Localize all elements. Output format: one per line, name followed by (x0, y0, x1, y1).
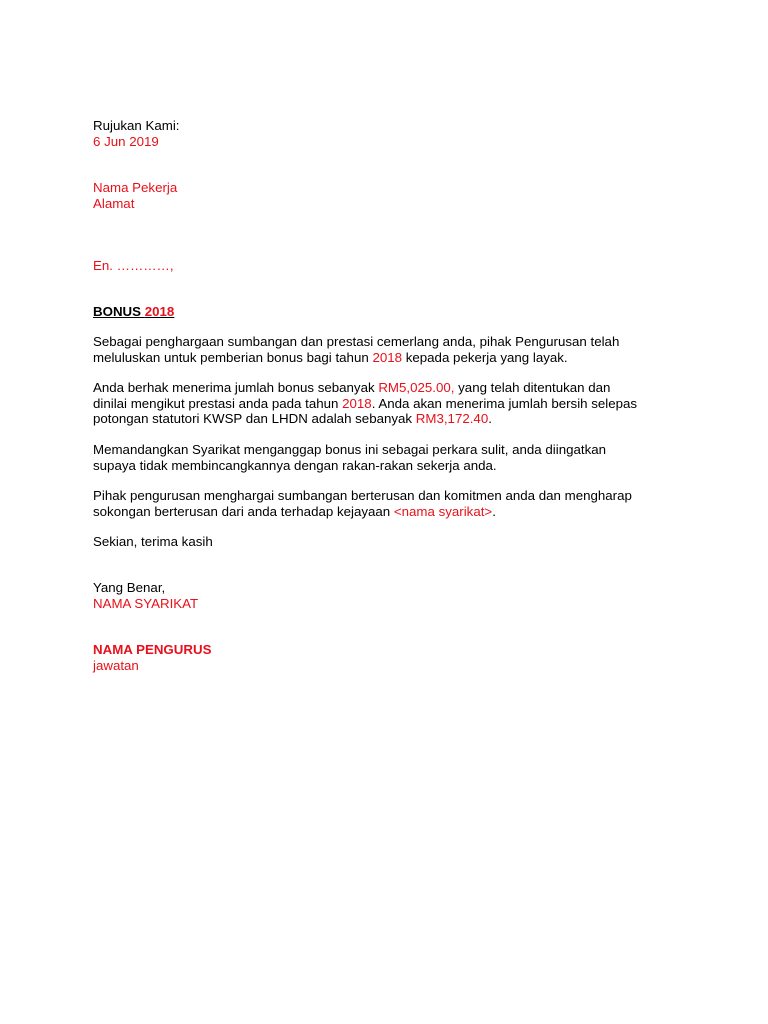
subject-year: 2018 (144, 304, 175, 319)
reference-label: Rujukan Kami: (93, 118, 180, 133)
paragraph-line: Sebagai penghargaan sumbangan dan prestasi cemerlang anda, pihak Pengurusan telah (93, 334, 620, 349)
paragraph-commitment (93, 488, 693, 519)
text-run: . Anda akan menerima jumlah bersih selepas (371, 395, 638, 411)
salutation: En. …………, (93, 258, 174, 273)
paragraph-line (93, 411, 693, 427)
paragraph-appreciation (93, 334, 693, 365)
signoff-company: NAMA SYARIKAT (93, 595, 199, 611)
paragraph-line (93, 350, 693, 366)
closing-text: Sekian, terima kasih (93, 534, 213, 549)
signatory-name: NAMA PENGURUS (93, 642, 212, 657)
text-run: dinilai mengikut prestasi anda pada tahun (93, 395, 343, 411)
subject-line (93, 304, 693, 320)
signoff-label: Yang Benar, (93, 580, 166, 595)
text-run: yang telah ditentukan dan (454, 380, 611, 395)
text-run: kepada pekerja yang layak. (402, 349, 568, 365)
signoff-block (93, 580, 693, 611)
signatory-block (93, 642, 693, 673)
recipient-block (93, 180, 693, 211)
performance-year: 2018 (342, 395, 372, 411)
signatory-title: jawatan (93, 657, 139, 673)
bonus-year: 2018 (372, 349, 403, 365)
recipient-name: Nama Pekerja (93, 180, 178, 195)
paragraph-line (93, 396, 693, 412)
reference-block (93, 118, 693, 149)
company-placeholder: <nama syarikat> (393, 503, 493, 519)
paragraph-line: supaya tidak membincangkannya dengan rakan-rakan sekerja anda. (93, 457, 497, 473)
paragraph-line (93, 380, 693, 396)
text-run: . (492, 503, 496, 519)
text-run: Anda berhak menerima jumlah bonus sebanyak (93, 380, 379, 395)
recipient-address: Alamat (93, 195, 135, 211)
salutation-block (93, 258, 693, 274)
paragraph-bonus-amount (93, 380, 693, 427)
paragraph-line: Memandangkan Syarikat menganggap bonus ini sebagai perkara sulit, anda diingatkan (93, 442, 607, 457)
subject-block (93, 304, 693, 320)
text-run: . (488, 411, 492, 426)
text-run: potongan statutori KWSP dan LHDN adalah sebanyak (93, 411, 416, 426)
bonus-gross-amount: RM5,025.00, (378, 380, 455, 395)
letter-date: 6 Jun 2019 (93, 133, 159, 149)
subject-prefix: BONUS (93, 304, 142, 319)
closing-block (93, 534, 693, 550)
paragraph-line: Pihak pengurusan menghargai sumbangan berterusan dan komitmen anda dan mengharap (93, 488, 632, 503)
paragraph-line (93, 504, 693, 520)
text-run: sokongan berterusan dari anda terhadap kejayaan (93, 503, 394, 519)
paragraph-confidentiality (93, 442, 693, 473)
text-run: meluluskan untuk pemberian bonus bagi tahun (93, 349, 373, 365)
bonus-net-amount: RM3,172.40 (415, 411, 489, 426)
